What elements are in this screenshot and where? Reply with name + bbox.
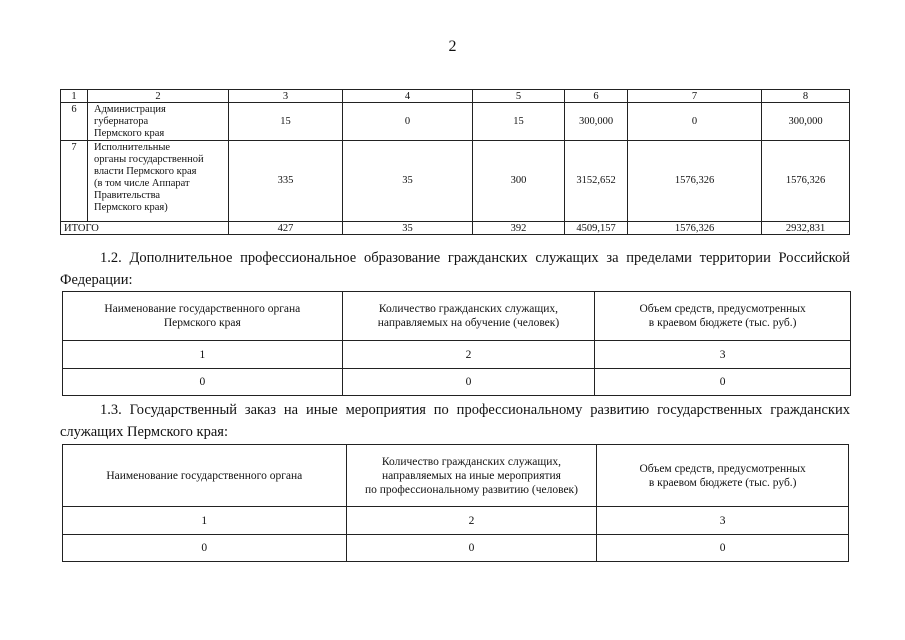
column-number: 8 xyxy=(762,90,850,103)
header-line: в краевом бюджете (тыс. руб.) xyxy=(648,317,797,329)
table-header-row xyxy=(63,292,851,341)
column-number: 1 xyxy=(63,507,347,535)
cell: 0 xyxy=(342,369,595,396)
cell: 0 xyxy=(343,103,473,141)
column-number: 7 xyxy=(628,90,762,103)
header-funds xyxy=(597,445,849,507)
column-number: 2 xyxy=(88,90,229,103)
name-line: (в том числе Аппарат xyxy=(94,178,190,189)
column-number: 6 xyxy=(565,90,628,103)
header-line: Наименование государственного органа xyxy=(106,469,303,482)
table-row xyxy=(61,103,850,141)
cell: 15 xyxy=(229,103,343,141)
name-line: Администрация xyxy=(94,104,166,115)
header-line: в краевом бюджете (тыс. руб.) xyxy=(648,476,797,489)
total-row xyxy=(61,222,850,235)
cell: 300,000 xyxy=(762,103,850,141)
name-line: власти Пермского края xyxy=(94,166,197,177)
table-row xyxy=(63,369,851,396)
name-line: Пермского края) xyxy=(94,202,168,213)
organ-name xyxy=(88,141,229,222)
name-line: Правительства xyxy=(94,190,161,201)
page-number: 2 xyxy=(448,38,457,55)
cell: 35 xyxy=(343,141,473,222)
table-row xyxy=(61,141,850,222)
numbering-row xyxy=(63,341,851,369)
organ-name xyxy=(88,103,229,141)
total-cell: 1576,326 xyxy=(628,222,762,235)
section-1-2-text: 1.2. Дополнительное профессиональное образование гражданских служащих за пределами территории Российской Федерации: xyxy=(60,250,850,288)
name-line: органы государственной xyxy=(94,154,204,165)
header-line: Количество гражданских служащих, xyxy=(381,455,561,468)
column-number: 3 xyxy=(229,90,343,103)
table-header-row xyxy=(63,445,849,507)
header-line: Наименование государственного органа xyxy=(104,303,301,315)
cell: 0 xyxy=(597,535,849,562)
education-abroad-table xyxy=(62,291,851,396)
column-number: 4 xyxy=(343,90,473,103)
total-cell: 4509,157 xyxy=(565,222,628,235)
header-line: направляемых на обучение (человек) xyxy=(377,317,560,329)
cell: 300,000 xyxy=(565,103,628,141)
total-cell: 392 xyxy=(473,222,565,235)
column-number: 2 xyxy=(346,507,597,535)
name-line: Пермского края xyxy=(94,128,165,139)
table-row xyxy=(63,535,849,562)
header-line: Пермского края xyxy=(163,317,241,329)
column-number: 1 xyxy=(63,341,343,369)
cell: 0 xyxy=(595,369,851,396)
cell: 0 xyxy=(346,535,597,562)
column-number: 3 xyxy=(597,507,849,535)
cell: 300 xyxy=(473,141,565,222)
header-organ xyxy=(63,445,347,507)
cell: 3152,652 xyxy=(565,141,628,222)
row-number: 6 xyxy=(61,103,88,141)
cell: 0 xyxy=(63,369,343,396)
header-line: по профессиональному развитию (человек) xyxy=(364,483,578,496)
cell: 0 xyxy=(628,103,762,141)
column-number: 2 xyxy=(342,341,595,369)
table-header-row xyxy=(61,90,850,103)
cell: 0 xyxy=(63,535,347,562)
row-number: 7 xyxy=(61,141,88,222)
cell: 1576,326 xyxy=(762,141,850,222)
column-number: 1 xyxy=(61,90,88,103)
section-1-3-text: 1.3. Государственный заказ на иные мероприятия по профессиональному развитию государственных гражданских служащих Пермского края: xyxy=(60,402,850,440)
cell: 335 xyxy=(229,141,343,222)
total-cell: 35 xyxy=(343,222,473,235)
numbering-row xyxy=(63,507,849,535)
budget-table xyxy=(60,89,850,235)
cell: 15 xyxy=(473,103,565,141)
professional-development-table xyxy=(62,444,849,562)
name-line: Исполнительные xyxy=(94,142,171,153)
column-number: 3 xyxy=(595,341,851,369)
header-count xyxy=(342,292,595,341)
header-line: Объем средств, предусмотренных xyxy=(639,462,806,475)
total-cell: 427 xyxy=(229,222,343,235)
column-number: 5 xyxy=(473,90,565,103)
total-cell: 2932,831 xyxy=(762,222,850,235)
header-line: Объем средств, предусмотренных xyxy=(639,303,806,315)
header-count xyxy=(346,445,597,507)
total-label: ИТОГО xyxy=(61,222,229,235)
cell: 1576,326 xyxy=(628,141,762,222)
header-funds xyxy=(595,292,851,341)
header-line: Количество гражданских служащих, xyxy=(378,303,559,315)
name-line: губернатора xyxy=(94,116,149,127)
header-organ xyxy=(63,292,343,341)
header-line: направляемых на иные мероприятия xyxy=(381,469,561,482)
